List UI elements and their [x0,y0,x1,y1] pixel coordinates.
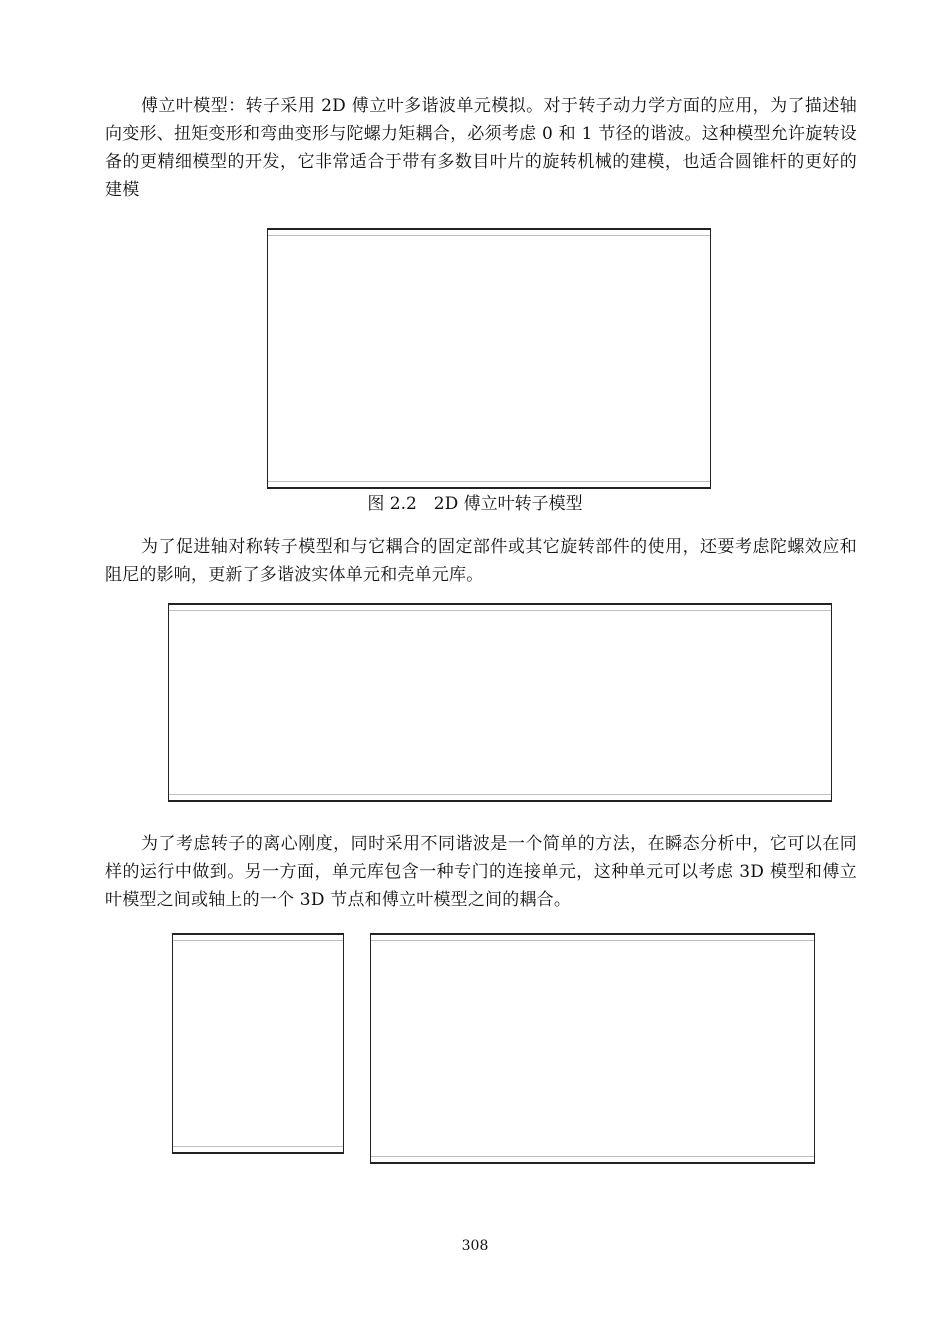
page-number: 308 [461,1238,489,1254]
figure-harmonic-elements-image [168,603,832,802]
paragraph-gyroscopic-effect: 为了促进轴对称转子模型和与它耦合的固定部件或其它旋转部件的使用，还要考虑陀螺效应和阻尼的影响，更新了多谐波实体单元和壳单元库。 [105,537,857,585]
paragraph-centrifugal-stiffness: 为了考虑转子的离心刚度，同时采用不同谐波是一个简单的方法，在瞬态分析中，它可以在同样的运行中做到。另一方面，单元库包含一种专门的连接单元，这种单元可以考虑 3D 模型和傅立叶模型之间或轴上的一个 3D 节点和傅立叶模型之间的耦合。 [105,834,857,910]
figure-coupling-left-image [172,933,344,1154]
figure-coupling-right-image [370,933,815,1164]
figure-2-2-image [267,228,711,489]
figure-2-2-caption: 图 2.2 2D 傅立叶转子模型 [367,494,583,514]
paragraph-fourier-model: 傅立叶模型：转子采用 2D 傅立叶多谐波单元模拟。对于转子动力学方面的应用，为了描述轴向变形、扭矩变形和弯曲变形与陀螺力矩耦合，必须考虑 0 和 1 节径的谐波。这种模型允许旋转设备的更精细模型的开发，它非常适合于带有多数目叶片的旋转机械的建模，也适合圆锥杆的更好的建模 [105,96,857,200]
